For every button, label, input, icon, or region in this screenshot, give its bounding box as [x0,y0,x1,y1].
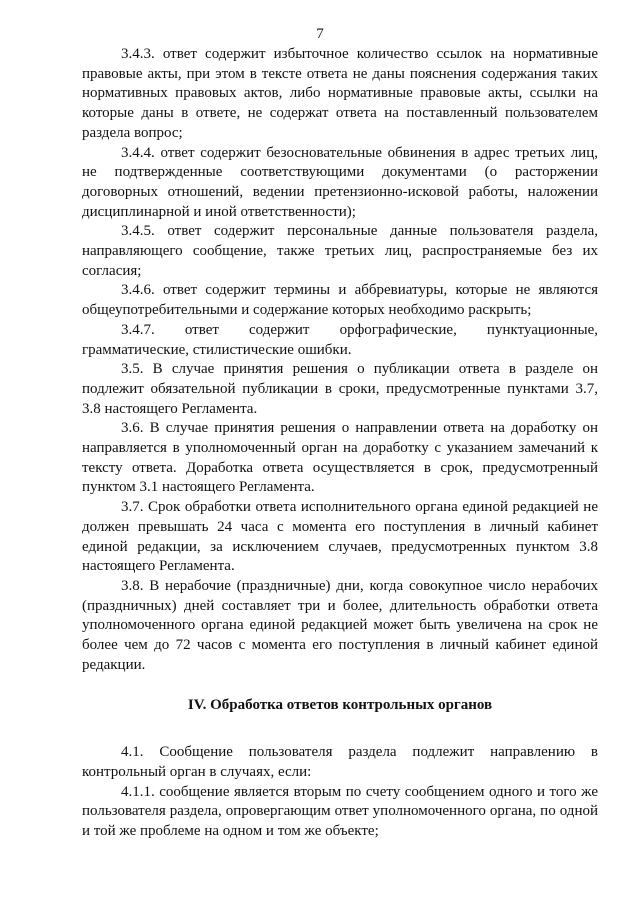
page-number: 7 [316,26,324,42]
paragraph-3-8: 3.8. В нерабочие (праздничные) дни, когда совокупное число нерабочих (праздничных) дней составляет три и более, длительность обработки ответа уполномоченного органа единой редакцией может быть увеличена на срок не более чем до 72 часов с момента его поступления в личный кабинет единой редакции. [82,577,598,673]
paragraph-3-5: 3.5. В случае принятия решения о публикации ответа в разделе он подлежит обязательной публикации в сроки, предусмотренные пунктами 3.7, 3.8 настоящего Регламента. [82,361,598,417]
document-body [82,45,598,842]
paragraph-4-1-1: 4.1.1. сообщение является вторым по счету сообщением одного и того же пользователя раздела, опровергающим ответ уполномоченного органа, по одной и той же проблеме на одном и том же объекте; [82,783,598,840]
paragraph-3-4-6: 3.4.6. ответ содержит термины и аббревиатуры, которые не являются общеупотребительными и содержание которых необходимо раскрыть; [82,282,598,319]
paragraph-3-4-3: 3.4.3. ответ содержит избыточное количество ссылок на нормативные правовые акты, при этом в тексте ответа не даны пояснения содержания таких нормативных правовых актов, либо нормативные правовые акты, ссылки на которые даны в ответе, не содержат ответа на поставленный пользователем раздела вопрос; [82,46,598,141]
paragraph-4-1: 4.1. Сообщение пользователя раздела подлежит направлению в контрольный орган в случаях, если: [82,744,598,780]
section-heading: IV. Обработка ответов контрольных органов [187,696,493,713]
paragraph-3-4-7: 3.4.7. ответ содержит орфографические, пунктуационные, грамматические, стилистические ошибки. [82,321,598,358]
paragraph-3-7: 3.7. Срок обработки ответа исполнительного органа единой редакцией не должен превышать 24 часа с момента его поступления в личный кабинет единой редакции, за исключением случаев, предусмотренных пунктом 3.8 настоящего Регламента. [82,499,598,575]
paragraph-3-4-4: 3.4.4. ответ содержит безосновательные обвинения в адрес третьих лиц, не подтвержденные соответствующими документами (о расторжении договорных отношений, ведении претензионно-исковой работы, наложении дисциплинарной и иной ответственности); [82,144,598,220]
paragraph-3-4-5: 3.4.5. ответ содержит персональные данные пользователя раздела, направляющего сообщение, также третьих лиц, распространяемые без их согласия; [82,223,598,279]
paragraph-3-6: 3.6. В случае принятия решения о направлении ответа на доработку он направляется в уполномоченный орган на доработку с указанием замечаний к тексту ответа. Доработка ответа осуществляется в срок, предусмотренный пунктом 3.1 настоящего Регламента. [82,420,598,496]
